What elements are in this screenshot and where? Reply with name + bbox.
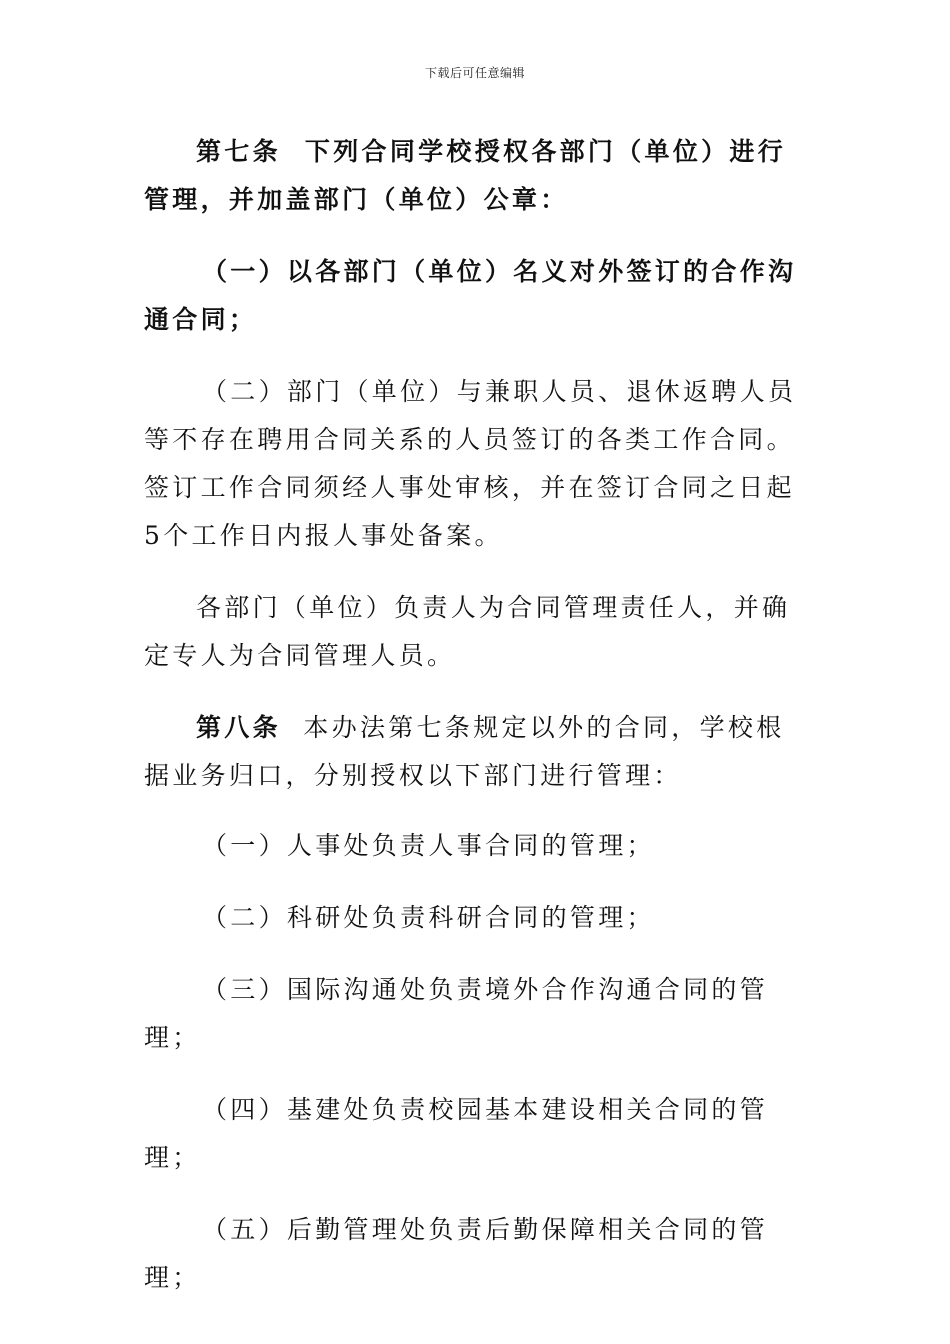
article-7-item-1: （一）以各部门（单位）名义对外签订的合作沟通合同； xyxy=(144,257,797,334)
article-8-text: 本办法第七条规定以外的合同，学校根据业务归口，分别授权以下部门进行管理： xyxy=(144,713,785,790)
article-7-item-2: （二）部门（单位）与兼职人员、退休返聘人员等不存在聘用合同关系的人员签订的各类工作合同。签订工作合同须经人事处审核，并在签订合同之日起5个工作日内报人事处备案。 xyxy=(144,377,797,550)
article-8-item-4: （四）基建处负责校园基本建设相关合同的管理； xyxy=(144,1095,769,1172)
article-7-title: 第七条 xyxy=(196,137,281,166)
article-8-item-2: （二）科研处负责科研合同的管理； xyxy=(202,903,655,932)
article-7-paragraph xyxy=(144,128,809,224)
article-8-paragraph xyxy=(144,704,809,800)
responsibility-paragraph: 各部门（单位）负责人为合同管理责任人，并确定专人为合同管理人员。 xyxy=(144,593,791,670)
article-8-item-3: （三）国际沟通处负责境外合作沟通合同的管理； xyxy=(144,975,769,1052)
document-body xyxy=(144,128,809,1326)
page-header: 下载后可任意编辑 xyxy=(424,66,525,80)
article-8-item-1: （一）人事处负责人事合同的管理； xyxy=(202,831,655,860)
article-8-title: 第八条 xyxy=(196,713,281,742)
article-7-text: 下列合同学校授权各部门（单位）进行管理，并加盖部门（单位）公章： xyxy=(144,137,787,214)
article-8-item-5: （五）后勤管理处负责后勤保障相关合同的管理； xyxy=(144,1215,769,1292)
